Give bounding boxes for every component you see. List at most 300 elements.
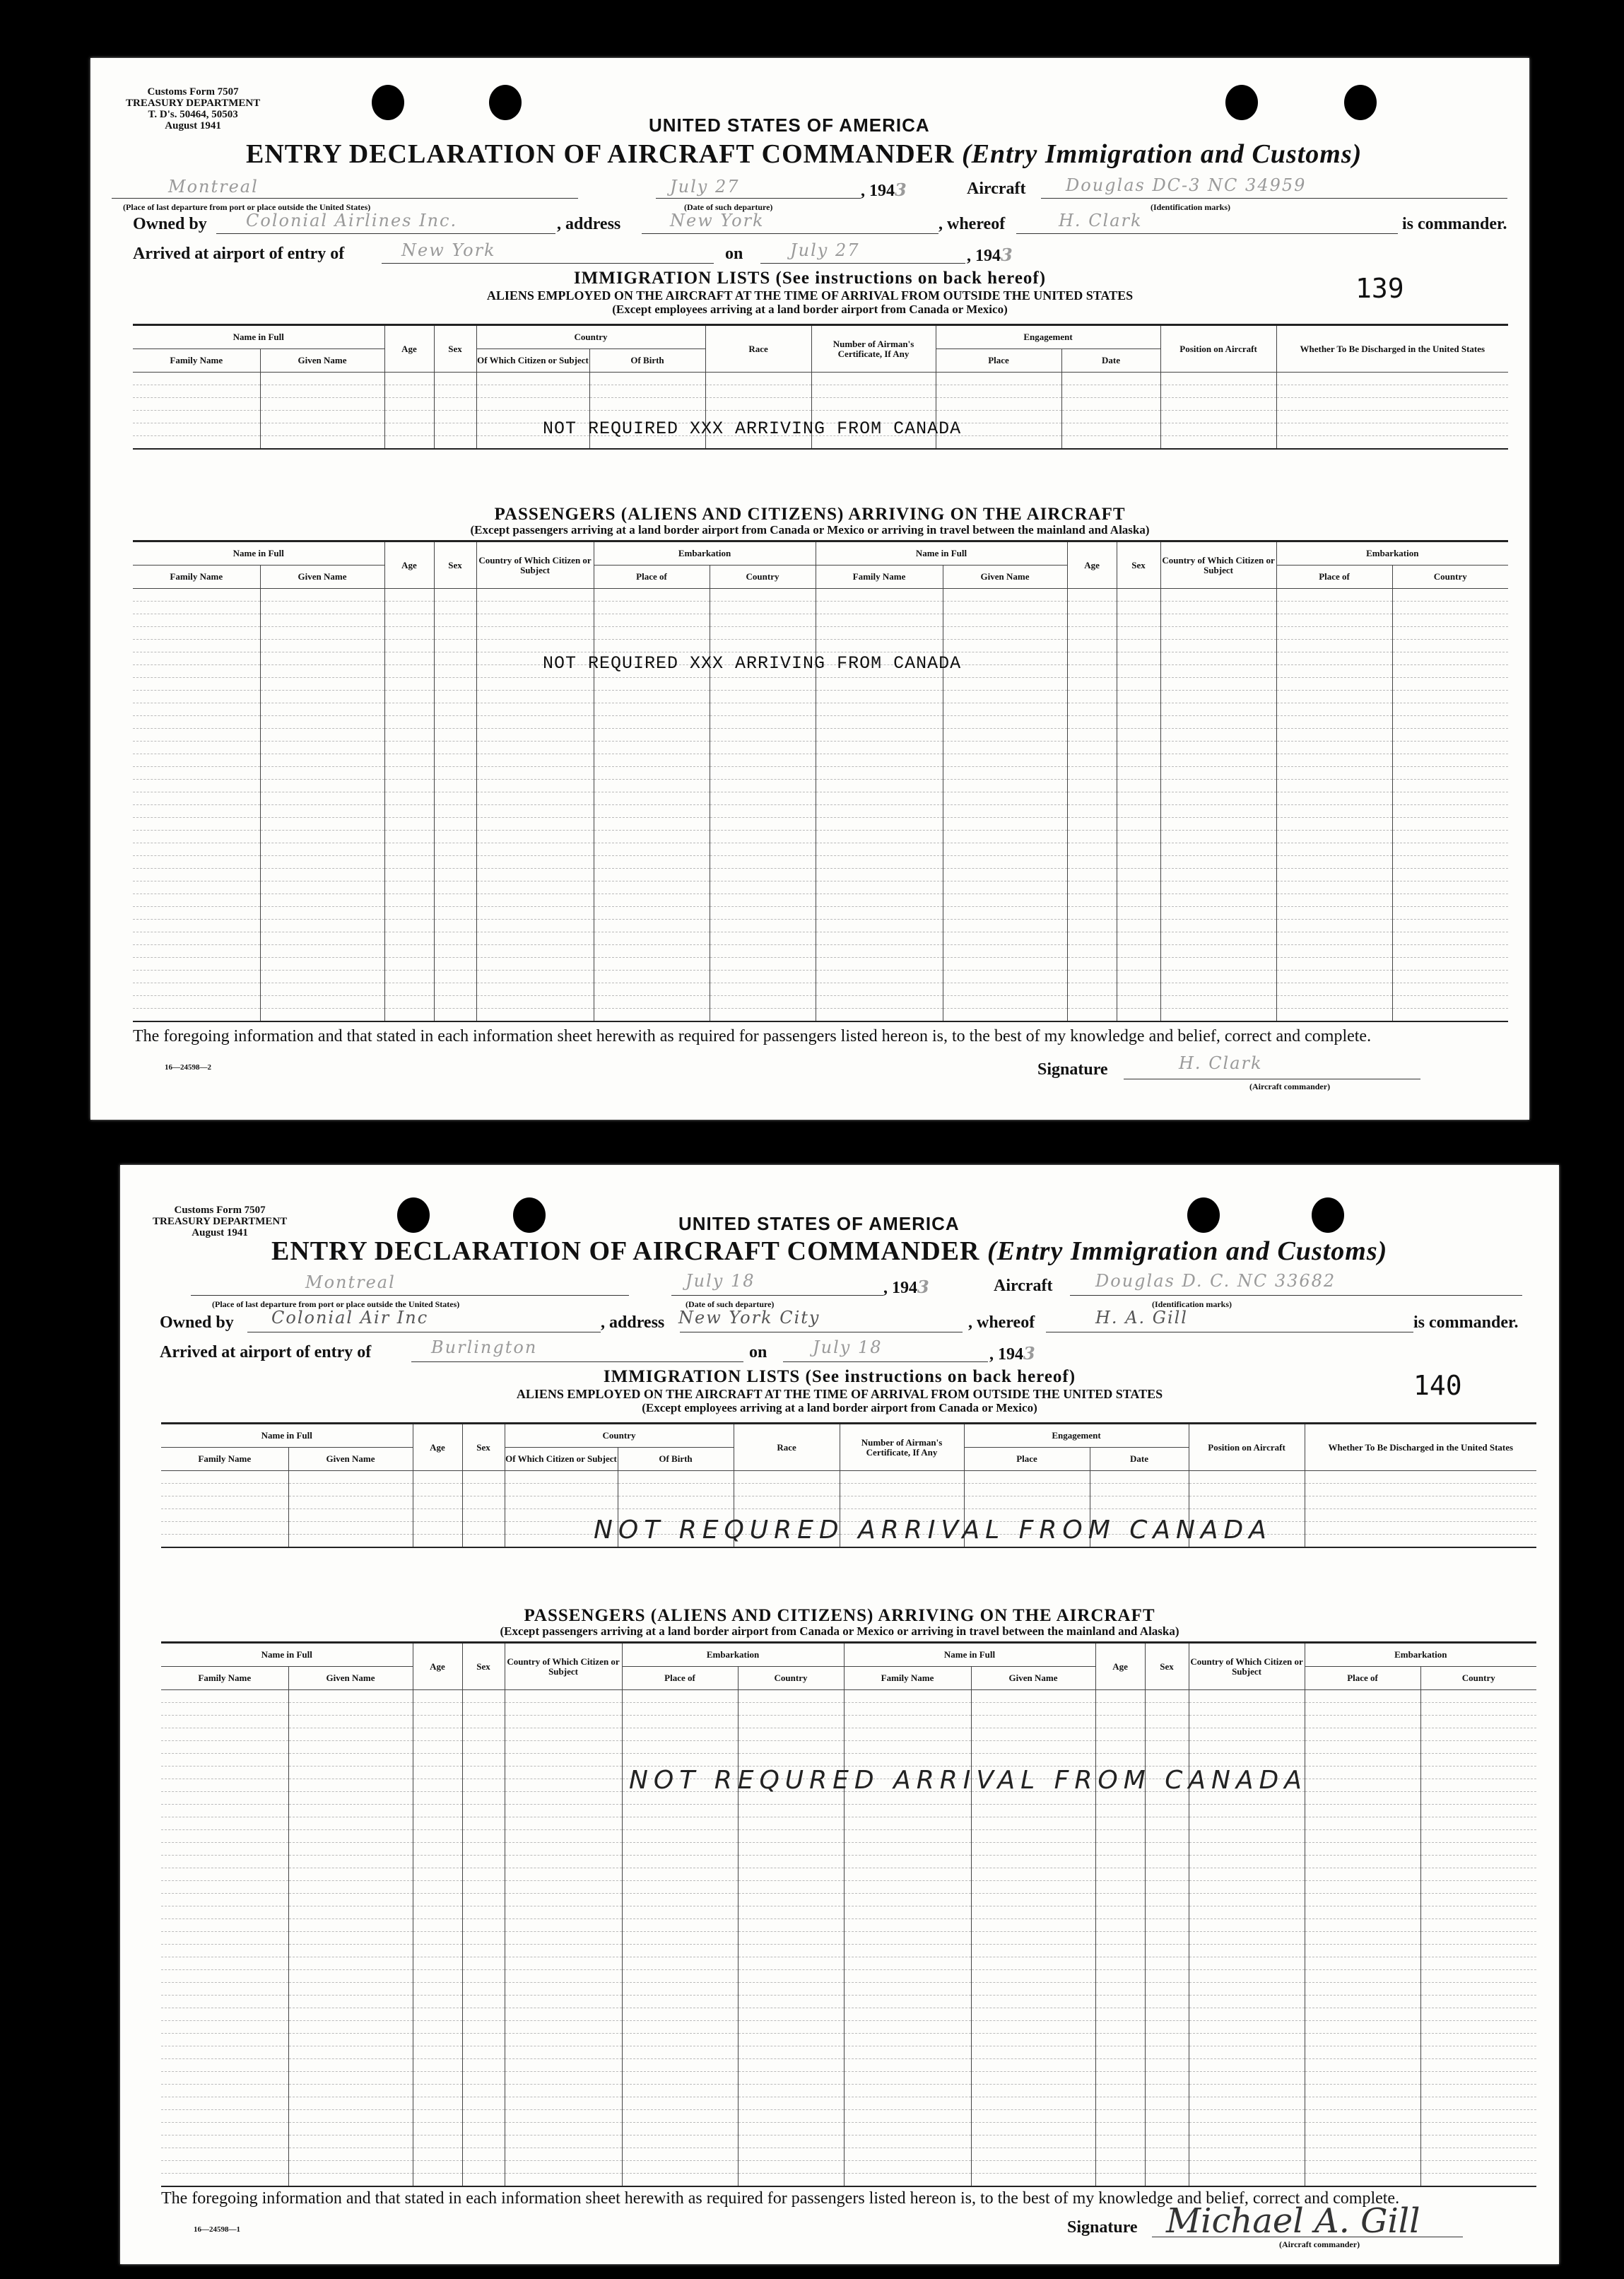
passengers-table <box>133 540 1508 1022</box>
header-family-name: Family Name <box>161 1667 288 1690</box>
table-cell <box>1145 1881 1189 1894</box>
table-cell <box>476 589 594 602</box>
table-cell <box>1117 767 1160 780</box>
table-cell <box>844 1919 971 1932</box>
table-cell <box>1276 373 1508 385</box>
table-cell <box>1276 996 1392 1009</box>
table-cell <box>710 627 816 640</box>
table-cell <box>384 716 434 729</box>
table-cell <box>943 1009 1067 1022</box>
table-cell <box>1392 716 1508 729</box>
table-cell <box>476 945 594 958</box>
table-cell <box>1145 1945 1189 1957</box>
table-cell <box>1145 1868 1189 1881</box>
table-cell <box>384 932 434 945</box>
table-cell <box>1095 1945 1145 1957</box>
table-cell <box>1420 1754 1536 1767</box>
table-cell <box>434 398 476 411</box>
table-cell <box>413 1932 462 1945</box>
table-cell <box>161 1817 288 1830</box>
table-cell <box>260 703 384 716</box>
table-cell <box>288 2085 413 2097</box>
table-cell <box>840 1496 964 1509</box>
table-cell <box>710 805 816 818</box>
table-cell <box>971 1703 1095 1716</box>
table-cell <box>161 2046 288 2059</box>
signature-label: Signature <box>1037 1060 1108 1079</box>
table-cell <box>943 907 1067 920</box>
table-cell <box>622 1830 738 1843</box>
table-cell <box>505 2161 622 2174</box>
table-cell <box>161 1792 288 1805</box>
table-cell <box>462 1754 505 1767</box>
table-cell <box>1095 1996 1145 2008</box>
table-row <box>161 1716 1536 1728</box>
table-cell <box>1061 398 1160 411</box>
table-cell <box>1160 958 1276 971</box>
table-cell <box>1145 1728 1189 1741</box>
table-cell <box>476 754 594 767</box>
table-row <box>161 1856 1536 1868</box>
table-cell <box>1305 1843 1420 1856</box>
table-cell <box>161 2136 288 2148</box>
table-cell <box>1145 1970 1189 1983</box>
table-cell <box>434 436 476 450</box>
table-cell <box>1095 2110 1145 2123</box>
table-cell <box>971 1868 1095 1881</box>
table-cell <box>1276 920 1392 932</box>
table-cell <box>1392 907 1508 920</box>
table-cell <box>384 983 434 996</box>
table-cell <box>384 703 434 716</box>
table-row <box>161 1471 1536 1484</box>
table-row <box>161 2072 1536 2085</box>
table-cell <box>710 945 816 958</box>
table-cell <box>1145 1957 1189 1970</box>
table-cell <box>1305 1779 1420 1792</box>
table-cell <box>964 1496 1090 1509</box>
header-country: Country <box>1420 1667 1536 1690</box>
table-cell <box>971 1881 1095 1894</box>
table-cell <box>1095 1894 1145 1906</box>
table-cell <box>1276 831 1392 843</box>
table-cell <box>816 983 943 996</box>
table-cell <box>434 678 476 691</box>
table-cell <box>1305 2148 1420 2161</box>
table-cell <box>1276 856 1392 869</box>
table-cell <box>384 792 434 805</box>
table-cell <box>1392 843 1508 856</box>
immigration-note: NOT REQURED ARRIVAL FROM CANADA <box>594 1516 1272 1545</box>
table-cell <box>1117 843 1160 856</box>
table-cell <box>844 2034 971 2046</box>
table-cell <box>434 640 476 652</box>
table-cell <box>1189 2021 1305 2034</box>
table-cell <box>505 2110 622 2123</box>
table-cell <box>1305 1945 1420 1957</box>
table-cell <box>594 754 710 767</box>
address-value: New York City <box>678 1308 820 1328</box>
table-cell <box>462 1868 505 1881</box>
table-cell <box>384 767 434 780</box>
table-cell <box>943 780 1067 792</box>
table-cell <box>1160 831 1276 843</box>
table-cell <box>738 1690 844 1703</box>
table-cell <box>476 971 594 983</box>
table-cell <box>710 983 816 996</box>
table-cell <box>1420 2136 1536 2148</box>
table-cell <box>288 1703 413 1716</box>
table-row <box>161 2059 1536 2072</box>
table-cell <box>971 2046 1095 2059</box>
header-place-of: Place of <box>622 1667 738 1690</box>
table-cell <box>161 1932 288 1945</box>
table-cell <box>1160 920 1276 932</box>
table-cell <box>734 1496 840 1509</box>
table-cell <box>1420 2072 1536 2085</box>
header-citizen: Of Which Citizen or Subject <box>476 349 589 373</box>
table-cell <box>971 2110 1095 2123</box>
table-row <box>133 767 1508 780</box>
table-cell <box>505 1496 618 1509</box>
table-cell <box>1067 920 1117 932</box>
table-row <box>161 2097 1536 2110</box>
table-row <box>133 742 1508 754</box>
table-row <box>161 2148 1536 2161</box>
table-cell <box>1095 1906 1145 1919</box>
table-row <box>161 2161 1536 2174</box>
table-cell <box>1392 945 1508 958</box>
table-cell <box>710 894 816 907</box>
table-cell <box>384 856 434 869</box>
header-age: Age <box>384 325 434 373</box>
table-cell <box>710 602 816 614</box>
table-cell <box>1276 958 1392 971</box>
table-cell <box>260 436 384 450</box>
table-cell <box>1392 831 1508 843</box>
table-cell <box>462 1690 505 1703</box>
table-cell <box>1276 614 1392 627</box>
table-cell <box>844 1754 971 1767</box>
table-cell <box>1067 1009 1117 1022</box>
table-cell <box>1305 1471 1536 1484</box>
table-cell <box>844 2161 971 2174</box>
table-cell <box>1392 627 1508 640</box>
table-cell <box>161 1754 288 1767</box>
header-country-citizen: Country of Which Citizen or Subject <box>1189 1643 1305 1690</box>
table-cell <box>1305 1728 1420 1741</box>
table-cell <box>1145 2161 1189 2174</box>
table-cell <box>1067 792 1117 805</box>
table-cell <box>1145 2136 1189 2148</box>
table-cell <box>1067 780 1117 792</box>
table-cell <box>462 2110 505 2123</box>
table-cell <box>133 411 260 423</box>
table-cell <box>816 678 943 691</box>
table-cell <box>738 1894 844 1906</box>
table-cell <box>133 869 260 881</box>
table-cell <box>476 894 594 907</box>
table-cell <box>1160 398 1276 411</box>
table-cell <box>1276 792 1392 805</box>
table-cell <box>594 703 710 716</box>
table-cell <box>1189 1881 1305 1894</box>
table-cell <box>943 716 1067 729</box>
table-cell <box>1420 1894 1536 1906</box>
table-cell <box>462 2174 505 2187</box>
table-cell <box>1305 1996 1420 2008</box>
table-cell <box>1392 920 1508 932</box>
table-cell <box>971 2008 1095 2021</box>
table-cell <box>133 907 260 920</box>
table-cell <box>1067 742 1117 754</box>
table-cell <box>1067 805 1117 818</box>
table-cell <box>413 2123 462 2136</box>
table-cell <box>133 894 260 907</box>
table-cell <box>844 1868 971 1881</box>
table-cell <box>1305 1932 1420 1945</box>
table-row <box>133 1009 1508 1022</box>
table-cell <box>816 818 943 831</box>
table-cell <box>505 1741 622 1754</box>
table-cell <box>1095 2021 1145 2034</box>
table-cell <box>413 1779 462 1792</box>
table-row <box>161 1805 1536 1817</box>
header-embarkation: Embarkation <box>622 1643 844 1667</box>
table-cell <box>133 423 260 436</box>
table-cell <box>1276 602 1392 614</box>
table-cell <box>434 958 476 971</box>
header-age: Age <box>413 1643 462 1690</box>
table-cell <box>594 971 710 983</box>
table-cell <box>288 1767 413 1779</box>
table-cell <box>505 1957 622 1970</box>
table-cell <box>622 1906 738 1919</box>
table-cell <box>943 818 1067 831</box>
table-cell <box>384 614 434 627</box>
table-cell <box>1189 2085 1305 2097</box>
header-name-in-full: Name in Full <box>844 1643 1095 1667</box>
table-cell <box>1160 971 1276 983</box>
table-row <box>133 983 1508 996</box>
table-cell <box>476 996 594 1009</box>
commander-value: H. Clark <box>1059 211 1143 230</box>
table-cell <box>1420 1843 1536 1856</box>
table-cell <box>413 2072 462 2085</box>
table-cell <box>462 1716 505 1728</box>
table-cell <box>133 627 260 640</box>
table-cell <box>622 1996 738 2008</box>
table-cell <box>260 996 384 1009</box>
header-place: Place <box>936 349 1061 373</box>
table-cell <box>462 1970 505 1983</box>
form-title: ENTRY DECLARATION OF AIRCRAFT COMMANDER (Entry Immigration and Customs) <box>246 139 1363 169</box>
table-cell <box>710 792 816 805</box>
table-cell <box>738 2008 844 2021</box>
table-cell <box>434 971 476 983</box>
table-cell <box>844 2059 971 2072</box>
table-cell <box>1392 881 1508 894</box>
table-cell <box>288 2046 413 2059</box>
table-row <box>161 1881 1536 1894</box>
table-cell <box>1145 2046 1189 2059</box>
form-identifier: Customs Form 7507 TREASURY DEPARTMENT August 1941 <box>153 1205 288 1238</box>
table-cell <box>1189 1741 1305 1754</box>
table-cell <box>943 932 1067 945</box>
table-cell <box>1095 1868 1145 1881</box>
table-cell <box>1305 1856 1420 1868</box>
table-cell <box>1420 1741 1536 1754</box>
table-cell <box>260 907 384 920</box>
table-cell <box>1189 1868 1305 1881</box>
table-cell <box>1160 869 1276 881</box>
table-cell <box>844 1881 971 1894</box>
table-row <box>133 831 1508 843</box>
table-cell <box>844 2085 971 2097</box>
table-row <box>161 1906 1536 1919</box>
table-cell <box>1061 385 1160 398</box>
table-row <box>161 1919 1536 1932</box>
table-cell <box>594 742 710 754</box>
table-cell <box>943 831 1067 843</box>
header-name-in-full: Name in Full <box>161 1424 413 1448</box>
table-cell <box>1160 907 1276 920</box>
table-cell <box>1145 2123 1189 2136</box>
table-row <box>161 1894 1536 1906</box>
table-cell <box>133 996 260 1009</box>
header-sex: Sex <box>462 1424 505 1471</box>
table-cell <box>1276 754 1392 767</box>
table-cell <box>288 1932 413 1945</box>
table-row <box>133 958 1508 971</box>
table-cell <box>1305 1830 1420 1843</box>
owned-by-label: Owned by <box>160 1313 234 1332</box>
table-row <box>161 1703 1536 1716</box>
table-row <box>133 640 1508 652</box>
table-cell <box>133 983 260 996</box>
table-cell <box>710 1009 816 1022</box>
table-cell <box>844 1805 971 1817</box>
table-cell <box>710 742 816 754</box>
table-cell <box>943 640 1067 652</box>
arrival-date: July 27 <box>790 240 860 260</box>
table-cell <box>943 996 1067 1009</box>
table-cell <box>1305 2034 1420 2046</box>
table-cell <box>434 920 476 932</box>
table-cell <box>1117 1009 1160 1022</box>
table-cell <box>462 1817 505 1830</box>
table-cell <box>505 1843 622 1856</box>
table-cell <box>1189 1754 1305 1767</box>
table-cell <box>1145 2008 1189 2021</box>
table-cell <box>1067 831 1117 843</box>
table-cell <box>413 1754 462 1767</box>
table-cell <box>816 767 943 780</box>
table-cell <box>260 971 384 983</box>
table-cell <box>594 945 710 958</box>
table-cell <box>738 1856 844 1868</box>
table-cell <box>133 703 260 716</box>
table-cell <box>738 2072 844 2085</box>
table-cell <box>288 2161 413 2174</box>
table-cell <box>816 945 943 958</box>
table-cell <box>738 2034 844 2046</box>
table-row <box>161 1690 1536 1703</box>
table-cell <box>1420 1767 1536 1779</box>
table-cell <box>133 602 260 614</box>
table-row <box>133 678 1508 691</box>
table-cell <box>260 398 384 411</box>
table-cell <box>622 1716 738 1728</box>
table-cell <box>816 920 943 932</box>
table-cell <box>1420 2148 1536 2161</box>
header-sex: Sex <box>434 541 476 589</box>
table-cell <box>943 920 1067 932</box>
certification-text: The foregoing information and that stated in each information sheet herewith as required for passengers listed hereon is, to the best of my knowledge and belief, correct and complete. <box>133 1027 1372 1045</box>
table-cell <box>1305 2174 1420 2187</box>
table-cell <box>384 385 434 398</box>
table-cell <box>594 958 710 971</box>
table-cell <box>971 1957 1095 1970</box>
table-cell <box>413 2148 462 2161</box>
table-cell <box>1305 1741 1420 1754</box>
table-row <box>133 754 1508 767</box>
table-cell <box>1420 1728 1536 1741</box>
table-cell <box>738 2174 844 2187</box>
table-cell <box>844 2021 971 2034</box>
table-cell <box>1067 856 1117 869</box>
table-cell <box>1189 1817 1305 1830</box>
table-cell <box>1392 742 1508 754</box>
table-cell <box>462 1932 505 1945</box>
table-cell <box>1276 971 1392 983</box>
table-cell <box>971 1894 1095 1906</box>
table-cell <box>1276 716 1392 729</box>
table-cell <box>738 1716 844 1728</box>
table-cell <box>384 423 434 436</box>
country-heading: UNITED STATES OF AMERICA <box>678 1213 960 1234</box>
table-cell <box>1160 691 1276 703</box>
table-cell <box>816 691 943 703</box>
table-cell <box>1067 907 1117 920</box>
table-cell <box>1117 932 1160 945</box>
table-cell <box>476 780 594 792</box>
table-cell <box>288 1970 413 1983</box>
table-cell <box>505 1919 622 1932</box>
departure-place: Montreal <box>305 1272 396 1292</box>
table-cell <box>943 678 1067 691</box>
table-cell <box>476 805 594 818</box>
table-cell <box>1276 894 1392 907</box>
table-cell <box>1117 729 1160 742</box>
table-cell <box>161 1779 288 1792</box>
table-cell <box>505 1690 622 1703</box>
header-given-name: Given Name <box>260 349 384 373</box>
table-cell <box>434 983 476 996</box>
header-embarkation: Embarkation <box>1305 1643 1536 1667</box>
header-country: Country <box>710 566 816 589</box>
table-cell <box>971 1830 1095 1843</box>
table-cell <box>505 1906 622 1919</box>
header-family-name: Family Name <box>161 1448 288 1471</box>
table-cell <box>844 1957 971 1970</box>
table-cell <box>1420 1856 1536 1868</box>
table-cell <box>505 1881 622 1894</box>
table-cell <box>1420 2174 1536 2187</box>
table-cell <box>384 373 434 385</box>
table-cell <box>413 2085 462 2097</box>
table-cell <box>594 780 710 792</box>
